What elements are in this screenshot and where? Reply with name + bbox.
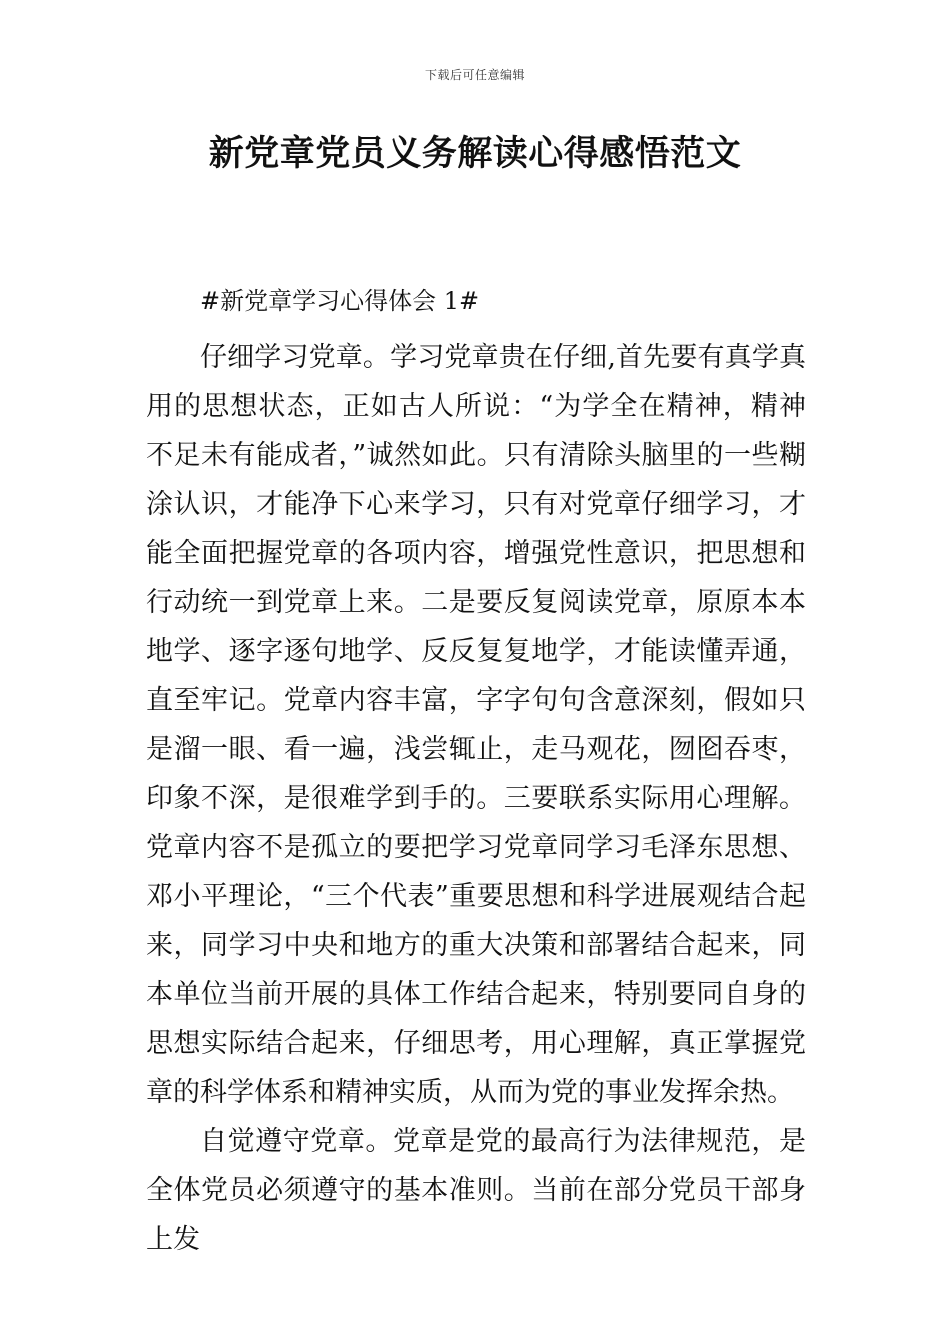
section-heading: #新党章学习心得体会 1# (200, 287, 480, 315)
document-title: 新党章党员义务解读心得感悟范文 (208, 134, 742, 174)
header-note: 下载后可任意编辑 (424, 68, 525, 82)
paragraph: 仔细学习党章。学习党章贵在仔细,首先要有真学真用的思想状态，正如古人所说：“为学全在精神，精神不足未有能成者，”诚然如此。只有清除头脑里的一些糊涂认识，才能净下心来学习，只有对党章仔细学习，才能全面把握党章的各项内容，增强党性意识，把思想和行动统一到党章上来。二是要反复阅读党章，原原本本地学、逐字逐句地学、反反复复地学，才能读懂弄通，直至牢记。党章内容丰富，字字句句含意深刻，假如只是溜一眼、看一遍，浅尝辄止，走马观花，囫囵吞枣，印象不深，是很难学到手的。三要联系实际用心理解。党章内容不是孤立的要把学习党章同学习毛泽东思想、邓小平理论，“三个代表”重要思想和科学进展观结合起来，同学习中央和地方的重大决策和部署结合起来，同本单位当前开展的具体工作结合起来，特别要同自身的思想实际结合起来，仔细思考，用心理解，真正掌握党章的科学体系和精神实质，从而为党的事业发挥余热。 (146, 342, 806, 1108)
paragraph: 自觉遵守党章。党章是党的最高行为法律规范，是全体党员必须遵守的基本准则。当前在部分党员干部身上发 (146, 1126, 806, 1255)
document-body (146, 279, 806, 1264)
